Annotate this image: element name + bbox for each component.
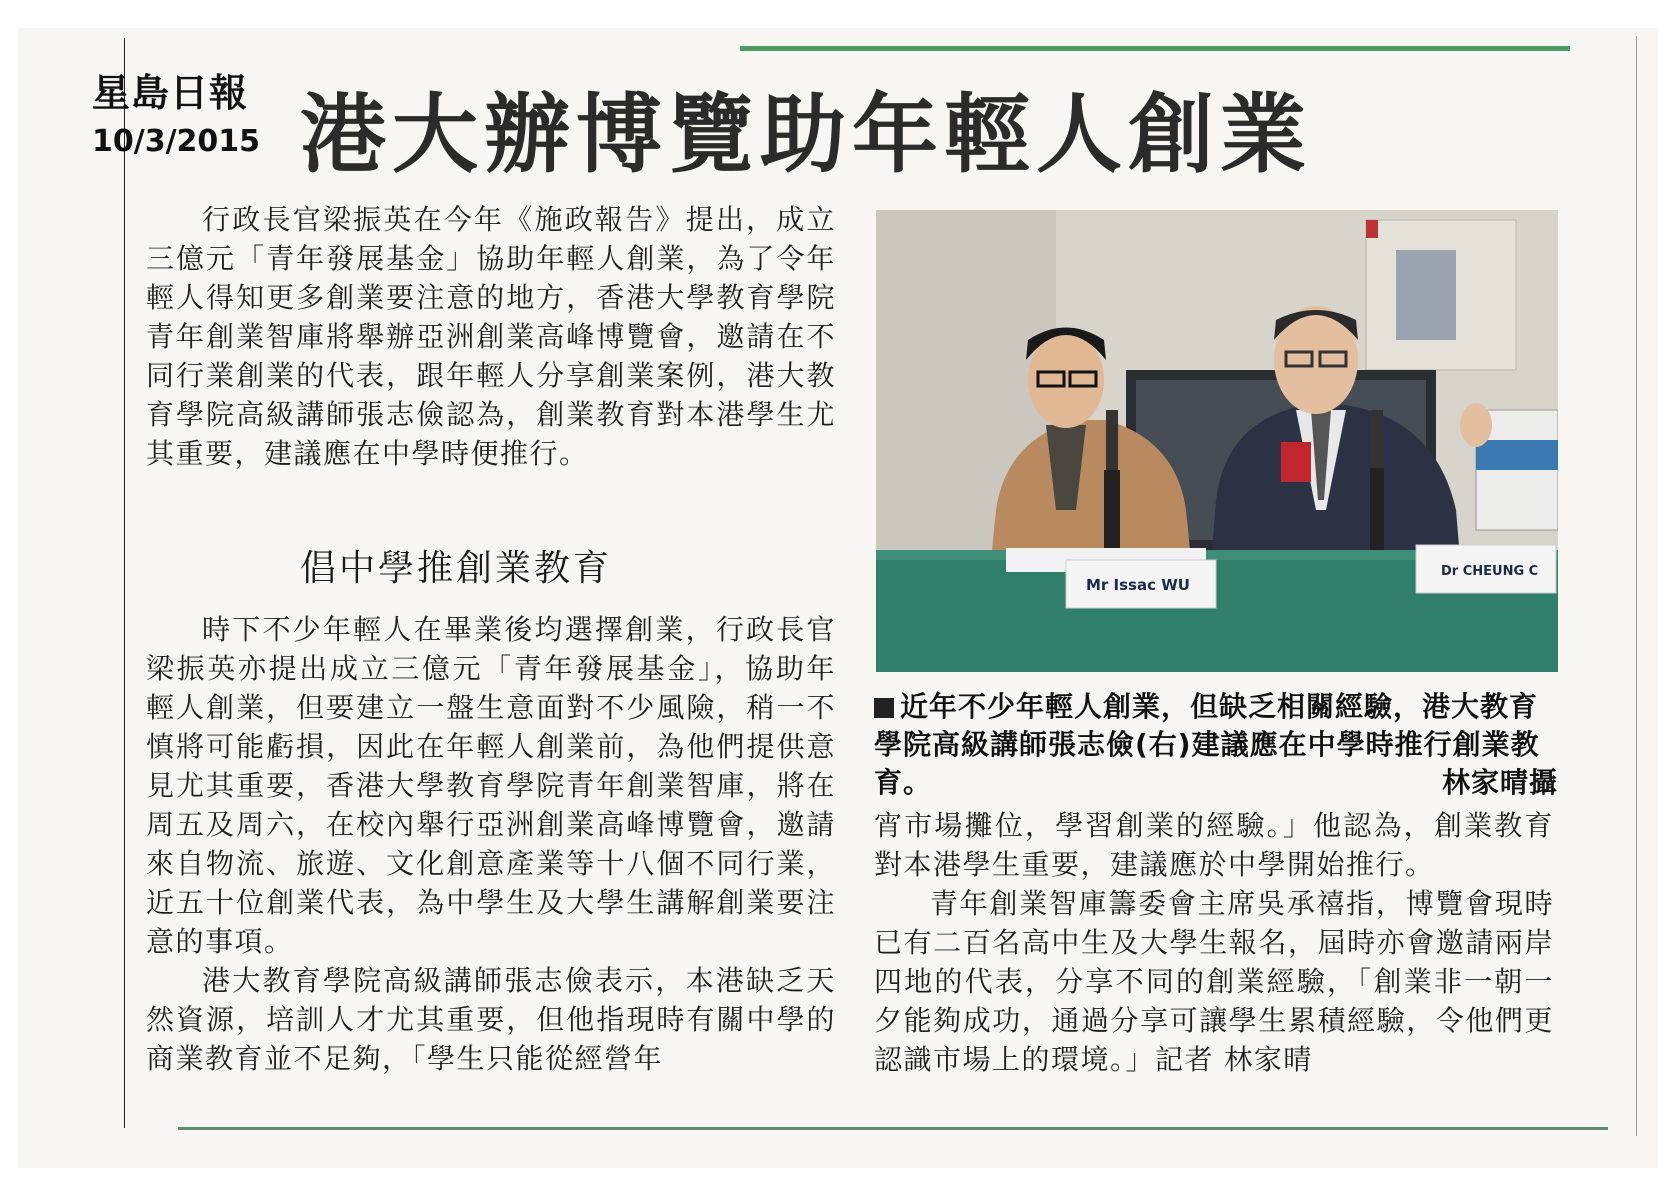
body-paragraph: 港大教育學院高級講師張志儉表示，本港缺乏天然資源，培訓人才尤其重要，但他指現時有關中學的商業教育並不足夠，「學生只能從經營年 [146,964,836,1075]
news-photo [876,210,1558,672]
top-green-rule [740,46,1570,51]
right-column-body [874,806,1554,1079]
photo-credit: 林家晴攝 [1441,766,1558,799]
bottom-green-rule [178,1127,1608,1130]
press-conference-photo [876,210,1558,672]
body-paragraph: 宵市場攤位，學習創業的經驗。」他認為，創業教育對本港學生重要，建議應於中學開始推行。 [874,809,1554,881]
caption-bullet-icon [874,698,894,718]
body-paragraph: 青年創業智庫籌委會主席吳承禧指，博覽會現時已有二百名高中生及大學生報名，屆時亦會邀請兩岸四地的代表，分享不同的創業經驗，「創業非一朝一夕能夠成功，通過分享可讓學生累積經驗，令他們更認識市場上的環境。」記者 林家晴 [874,887,1554,1076]
newspaper-name: 星島日報 [92,71,249,115]
left-column-body [146,610,836,1078]
headline: 港大辦博覽助年輕人創業 [300,85,1312,185]
lead-paragraph-block [146,200,836,473]
publication-date: 10/3/2015 [92,124,261,159]
photo-caption-block [874,688,1558,802]
body-paragraph: 時下不少年輕人在畢業後均選擇創業，行政長官梁振英亦提出成立三億元「青年發展基金」，協助年輕人創業，但要建立一盤生意面對不少風險，稍一不慎將可能虧損，因此在年輕人創業前，為他們提供意見尤其重要，香港大學教育學院青年創業智庫，將在周五及周六，在校內舉行亞洲創業高峰博覽會，邀請來自物流、旅遊、文化創意產業等十八個不同行業，近五十位創業代表，為中學生及大學生講解創業要注意的事項。 [146,613,836,958]
subheading: 倡中學推創業教育 [300,548,613,589]
right-edge-line [1636,36,1637,1136]
nameplate-right: Dr CHEUNG C [1441,564,1539,579]
nameplate-left: Mr Issac WU [1086,576,1190,594]
lead-paragraph: 行政長官梁振英在今年《施政報告》提出，成立三億元「青年發展基金」協助年輕人創業，為了令年輕人得知更多創業要注意的地方，香港大學教育學院青年創業智庫將舉辦亞洲創業高峰博覽會，邀請在不同行業創業的代表，跟年輕人分享創業案例，港大教育學院高級講師張志儉認為，創業教育對本港學生尤其重要，建議應在中學時便推行。 [146,203,836,470]
photo-caption: 近年不少年輕人創業，但缺乏相關經驗，港大教育學院高級講師張志儉(右)建議應在中學時推行創業教育。 [874,690,1540,799]
margin-line [124,38,125,1128]
